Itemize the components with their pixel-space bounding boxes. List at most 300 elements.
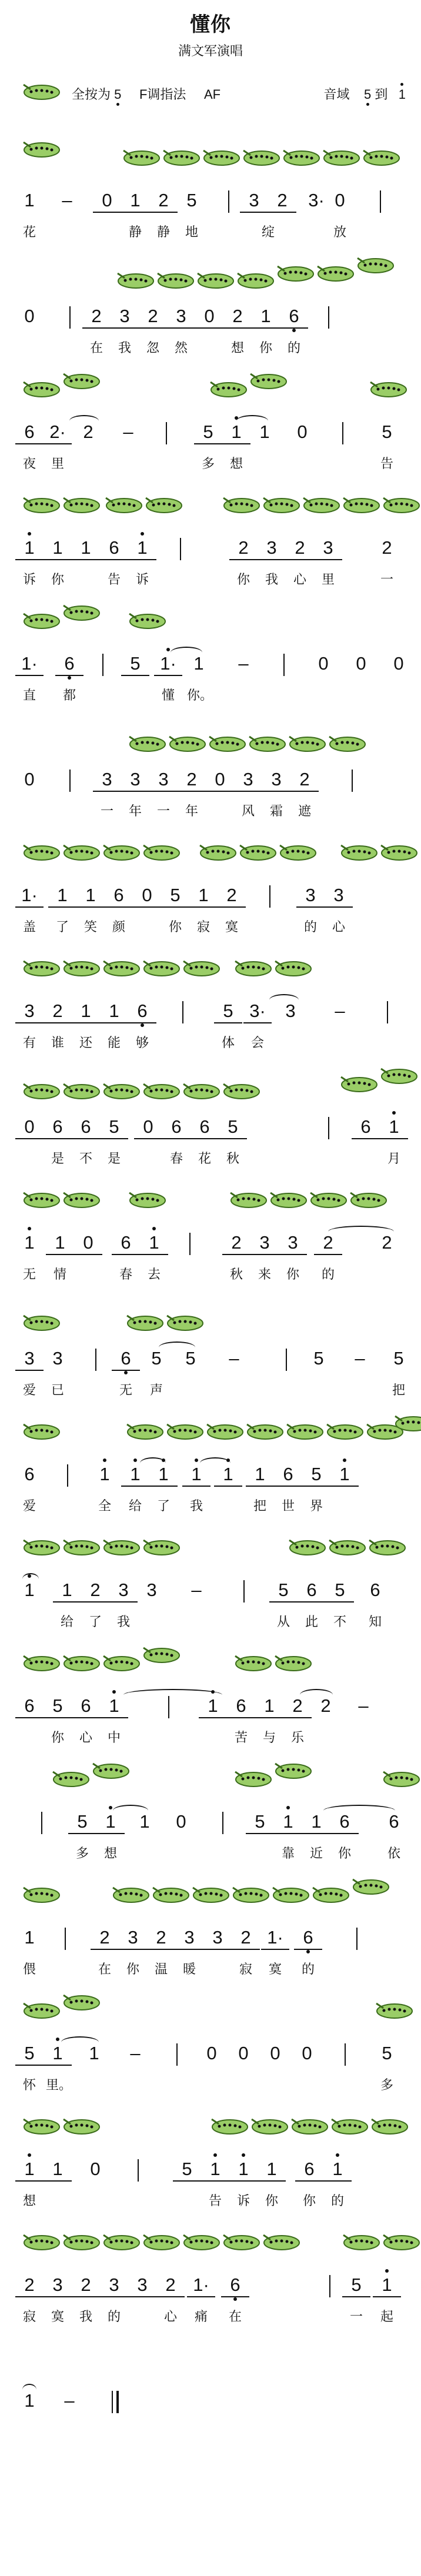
- note: 1: [100, 1695, 128, 1718]
- lyric: 不: [79, 1151, 92, 1166]
- note: 2: [81, 1579, 109, 1603]
- note: 1: [330, 1463, 359, 1487]
- note: 3: [325, 884, 353, 908]
- note: 5: [185, 1348, 196, 1369]
- score-system: [11, 251, 410, 367]
- note: –: [355, 1348, 365, 1369]
- tie-arc: [328, 1226, 394, 1237]
- note: 6: [298, 1579, 326, 1603]
- note: 2: [218, 884, 246, 908]
- ocarina-icon: [126, 1420, 165, 1443]
- note: 6: [221, 2274, 249, 2297]
- tie-arc: [300, 1689, 333, 1701]
- notation-row: [11, 1347, 410, 1377]
- ocarina-icon: [234, 1651, 273, 1675]
- lyric: 寞: [51, 2309, 64, 2324]
- ocarina-icon: [22, 2115, 61, 2138]
- note: –: [191, 1580, 202, 1600]
- note: 1: [140, 1232, 168, 1255]
- lyric: 我: [79, 2309, 92, 2324]
- note: 6: [15, 1695, 44, 1718]
- note: 5: [313, 1348, 324, 1369]
- lyric: 春: [169, 1151, 183, 1166]
- note: 5: [393, 1348, 404, 1369]
- ocarina-icon: [330, 2115, 369, 2138]
- ocarina-icon: [250, 2115, 289, 2138]
- ocarina-icon: [328, 732, 367, 755]
- ocarina-icon: [328, 1535, 367, 1559]
- note: 6: [112, 1232, 140, 1255]
- note: 3: [149, 768, 178, 792]
- note: 0: [133, 884, 161, 908]
- lyrics-row: [11, 1961, 410, 1978]
- notation-row: [11, 768, 410, 798]
- range-high: 1: [398, 87, 406, 102]
- lyric: 情: [53, 1267, 66, 1282]
- bar-line: [286, 1349, 287, 1371]
- score-system: [11, 2104, 410, 2220]
- ocarina-icon: [142, 2230, 181, 2254]
- score-system: [11, 1177, 410, 1293]
- note: 0: [335, 190, 345, 210]
- notation-row: [11, 2158, 410, 2187]
- fingering-chart-row: [11, 946, 410, 996]
- ocarina-icon: [340, 1072, 379, 1096]
- note: 5: [68, 1811, 96, 1834]
- note: 0: [24, 306, 35, 326]
- ocarina-icon: [234, 956, 273, 980]
- lyric: 告: [380, 456, 393, 471]
- ocarina-icon: [369, 377, 408, 401]
- lyric: 够: [135, 1035, 149, 1050]
- note: –: [335, 1001, 345, 1021]
- bar-line: [328, 306, 329, 329]
- ocarina-icon: [202, 146, 241, 169]
- note: 3: [111, 305, 139, 329]
- lyric: 会: [250, 1035, 264, 1050]
- lyric: 告: [208, 2193, 222, 2208]
- ocarina-icon: [274, 1651, 313, 1675]
- score-system: [11, 2220, 410, 2336]
- ocarina-icon: [152, 1883, 191, 1906]
- score-system: [11, 135, 410, 251]
- note: 3: [285, 1001, 296, 1021]
- notation-row: [11, 1116, 410, 1145]
- ocarina-icon: [382, 1767, 421, 1791]
- ocarina-icon: [62, 601, 101, 624]
- lyric: 都: [62, 688, 76, 702]
- note: 1: [96, 1811, 125, 1834]
- lyric: 中: [107, 1730, 121, 1745]
- lyric: 是: [107, 1151, 121, 1166]
- lyrics-row: [11, 2076, 410, 2094]
- ocarina-icon: [62, 956, 101, 980]
- lyric: 体: [221, 1035, 235, 1050]
- score-system: [11, 714, 410, 830]
- tie-arc: [22, 2384, 36, 2396]
- tie-arc: [61, 2036, 99, 2048]
- note: 1: [302, 1811, 330, 1834]
- lyric: 里。: [46, 2077, 72, 2092]
- fingering-chart-row: [11, 1177, 410, 1227]
- note: 1: [121, 1463, 149, 1487]
- note: 1: [72, 1000, 100, 1023]
- note: 3: [314, 537, 342, 560]
- ocarina-icon: [62, 2230, 101, 2254]
- note: 2: [72, 2274, 100, 2297]
- bar-line: [243, 1580, 245, 1603]
- lyric: 花: [22, 225, 36, 239]
- ocarina-icon: [222, 2230, 261, 2254]
- lyric: 忽: [146, 340, 159, 355]
- fingering-chart-row: [11, 1293, 410, 1343]
- ocarina-icon: [349, 1188, 388, 1212]
- ocarina-icon: [222, 1079, 261, 1103]
- ocarina-icon: [22, 377, 61, 401]
- lyric: 你。: [187, 688, 213, 702]
- lyric: 不: [333, 1614, 346, 1629]
- lyric: 你: [236, 572, 250, 587]
- lyric: 你: [168, 919, 182, 934]
- notation-row: [11, 537, 410, 566]
- note: 1: [259, 421, 270, 442]
- fingering-chart-row: [11, 1641, 410, 1691]
- lyric: 一: [349, 2309, 363, 2324]
- lyrics-row: [11, 1845, 410, 1862]
- lyric: 风: [241, 804, 255, 818]
- ocarina-icon: [52, 1767, 91, 1791]
- lyrics-row: [11, 455, 410, 473]
- lyric: 已: [51, 1383, 64, 1397]
- lyric: 告: [107, 572, 121, 587]
- note: 2: [229, 537, 258, 560]
- notation-row: [11, 653, 410, 682]
- ocarina-icon: [352, 1875, 390, 1898]
- lyric: 此: [305, 1614, 318, 1629]
- ocarina-icon: [102, 2230, 141, 2254]
- note: 5: [302, 1463, 330, 1487]
- lyric: 想: [229, 456, 243, 471]
- ocarina-icon: [206, 1420, 245, 1443]
- bar-line: [228, 190, 229, 213]
- lyric: 在: [98, 1962, 111, 1976]
- ocarina-icon: [122, 146, 161, 169]
- lyric: 想: [22, 2193, 36, 2208]
- note: 6: [128, 1000, 156, 1023]
- score-system: [11, 1409, 410, 1525]
- note: 2: [290, 768, 319, 792]
- lyric: 能: [107, 1035, 121, 1050]
- note: 3: [146, 1580, 157, 1600]
- notation-row: [11, 2274, 410, 2303]
- note: 3: [279, 1232, 307, 1255]
- tie-arc: [236, 415, 268, 427]
- ocarina-icon: [182, 1079, 221, 1103]
- bar-line: [102, 654, 103, 676]
- lyric: 花: [198, 1151, 211, 1166]
- ocarina-icon: [282, 146, 321, 169]
- note: 3: [52, 1348, 63, 1369]
- lyric: 了: [55, 919, 69, 934]
- ocarina-icon: [342, 2230, 381, 2254]
- ocarina-icon: [102, 1535, 141, 1559]
- lyric: 寂: [239, 1962, 252, 1976]
- fingering-chart-row: [11, 367, 410, 417]
- note: 1: [128, 537, 156, 560]
- note: 1: [255, 1695, 283, 1718]
- note: 6: [191, 1116, 219, 1139]
- note: 0: [24, 769, 35, 789]
- ocarina-icon: [246, 1420, 285, 1443]
- note: 3: [128, 2274, 156, 2297]
- range-low: 5: [364, 87, 372, 102]
- ocarina-icon: [356, 253, 395, 277]
- lyrics-row: [11, 2192, 410, 2210]
- score-system: [11, 1062, 410, 1177]
- note: 6: [352, 1116, 380, 1139]
- lyric: 温: [154, 1962, 168, 1976]
- fingering-chart-row: [11, 251, 410, 301]
- bar-line: [380, 190, 381, 213]
- note: 2·: [44, 421, 72, 444]
- notation-row: [11, 1579, 410, 1608]
- fingering-chart-row: [11, 2220, 410, 2270]
- lyric: 偎: [22, 1962, 36, 1976]
- note: 0: [206, 2043, 217, 2063]
- bar-line: [283, 654, 285, 676]
- note: 1: [182, 1463, 210, 1487]
- lyric: 诉: [135, 572, 149, 587]
- note: 1: [214, 1463, 242, 1487]
- note: 3: [240, 189, 268, 213]
- fingering-chart-row: [11, 714, 410, 764]
- lyric: 多: [201, 456, 215, 471]
- ocarina-icon: [102, 1651, 141, 1675]
- fingering-chart-row: [11, 2336, 410, 2386]
- lyric: 声: [149, 1383, 163, 1397]
- note: 1: [252, 305, 280, 329]
- note: 0: [15, 1116, 44, 1139]
- note: 0: [297, 421, 308, 442]
- note: 2: [147, 1926, 175, 1950]
- note: 5: [173, 2158, 201, 2182]
- score-system: [11, 1872, 410, 1988]
- tie-arc: [123, 1689, 222, 1701]
- note: 3: [100, 2274, 128, 2297]
- note: 3·: [243, 1000, 272, 1023]
- ocarina-icon: [222, 493, 261, 517]
- lyric: 静: [128, 225, 142, 239]
- note: 0: [74, 1232, 102, 1255]
- note: 3: [15, 1347, 44, 1371]
- note: 3: [109, 1579, 138, 1603]
- note: 0: [356, 653, 366, 674]
- lyric: 你: [51, 572, 64, 587]
- note: 1: [380, 1116, 408, 1139]
- note: 0: [206, 768, 234, 792]
- lyric: 来: [258, 1267, 271, 1282]
- ocarina-icon: [322, 146, 361, 169]
- lyric: 直: [22, 688, 36, 702]
- ocarina-icon: [22, 1535, 61, 1559]
- ocarina-icon: [22, 80, 61, 103]
- note: 3: [44, 2274, 72, 2297]
- bar-line: [269, 885, 270, 908]
- lyric: 全: [98, 1498, 111, 1513]
- note: 1: [46, 1232, 74, 1255]
- lyric: 你: [286, 1267, 299, 1282]
- ocarina-icon: [382, 2230, 421, 2254]
- bar-line: [166, 422, 167, 444]
- lyrics-row: [11, 1613, 410, 1631]
- score-system: [11, 1988, 410, 2104]
- note: 5: [214, 1000, 242, 1023]
- note: –: [62, 190, 72, 210]
- note: 1: [323, 2158, 352, 2182]
- note: 6: [100, 537, 128, 560]
- bar-line: [180, 538, 181, 560]
- lyric: 心: [332, 919, 345, 934]
- note: 2: [91, 1926, 119, 1950]
- note: 6: [370, 1580, 380, 1600]
- lyric: 你: [126, 1962, 139, 1976]
- ocarina-icon: [210, 2115, 249, 2138]
- note: 0: [318, 653, 329, 674]
- lyrics-row: [11, 687, 410, 704]
- fingering-chart-row: [11, 135, 410, 185]
- lyric: 心: [163, 2309, 177, 2324]
- ocarina-icon: [209, 377, 248, 401]
- lyric: 给: [128, 1498, 142, 1513]
- note: 2: [314, 1232, 342, 1255]
- lyric: 苦: [234, 1730, 248, 1745]
- lyric: 无: [119, 1383, 132, 1397]
- score-system: [11, 598, 410, 714]
- note: 2: [223, 305, 252, 329]
- note: 1: [201, 2158, 229, 2182]
- note: 5: [269, 1579, 298, 1603]
- note: 5: [186, 190, 197, 210]
- ocarina-icon: [382, 493, 421, 517]
- note: –: [130, 2043, 141, 2063]
- ocarina-icon: [375, 1999, 414, 2022]
- ocarina-icon: [242, 146, 281, 169]
- ocarina-icon: [128, 609, 167, 633]
- lyric: 月: [387, 1151, 400, 1166]
- ocarina-icon: [276, 262, 315, 285]
- note: 1·: [15, 653, 44, 676]
- ocarina-icon: [368, 1535, 407, 1559]
- lyric: 懂: [161, 688, 175, 702]
- note: –: [238, 653, 249, 674]
- lyric: 多: [380, 2077, 393, 2092]
- note: 1·: [154, 653, 182, 676]
- fingering-chart-row: [11, 1409, 410, 1459]
- ocarina-icon: [102, 841, 141, 864]
- ocarina-icon: [168, 732, 207, 755]
- lyric: 把: [392, 1383, 405, 1397]
- notation-row: [11, 884, 410, 914]
- lyric: 爱: [22, 1383, 36, 1397]
- lyric: 夜: [22, 456, 36, 471]
- bar-line: [189, 1233, 191, 1255]
- lyric: 一: [380, 572, 393, 587]
- ocarina-icon: [62, 369, 101, 393]
- ocarina-icon: [22, 841, 61, 864]
- range-info: [324, 85, 406, 103]
- ocarina-icon: [262, 493, 301, 517]
- note: 1: [199, 1695, 227, 1718]
- note: 3: [262, 768, 290, 792]
- ocarina-icon: [232, 1883, 270, 1906]
- lyric: 霜: [269, 804, 283, 818]
- lyric: 我: [189, 1498, 203, 1513]
- fingering-chart-row: [11, 1525, 410, 1575]
- lyric: 还: [79, 1035, 92, 1050]
- lyric: 的: [330, 2193, 344, 2208]
- lyric: 你: [265, 2193, 278, 2208]
- ocarina-icon: [116, 269, 155, 292]
- note: –: [229, 1348, 239, 1369]
- fingering-prefix: 全按为: [72, 87, 111, 102]
- lyrics-row: [11, 1266, 410, 1283]
- note: 3: [234, 768, 262, 792]
- ocarina-icon: [142, 956, 181, 980]
- notation-row: [11, 1926, 410, 1956]
- bar-line: [222, 1812, 223, 1834]
- note: 5: [121, 653, 149, 676]
- note: 1: [89, 2043, 99, 2063]
- notation-row: [11, 1000, 410, 1029]
- lyric: 笑: [83, 919, 97, 934]
- lyrics-row: [11, 918, 410, 936]
- ocarina-icon: [62, 2115, 101, 2138]
- bar-line: [328, 1117, 329, 1139]
- note: 6: [280, 305, 308, 329]
- lyric: 起: [380, 2309, 393, 2324]
- bar-line: [138, 2159, 139, 2182]
- note: 0: [93, 189, 121, 213]
- lyric: 我: [118, 340, 131, 355]
- note: 3·: [308, 190, 325, 210]
- note: 3: [93, 768, 121, 792]
- lyrics-row: [11, 223, 410, 241]
- note: 1: [100, 1000, 128, 1023]
- bar-line: [387, 1001, 388, 1023]
- lyric: 心: [293, 572, 306, 587]
- lyric: 里: [321, 572, 335, 587]
- note: 1: [76, 884, 105, 908]
- range-label: 音域: [323, 87, 350, 102]
- lyric: 你: [259, 340, 272, 355]
- ocarina-icon: [128, 1188, 167, 1212]
- lyric: 诉: [236, 2193, 250, 2208]
- ocarina-icon: [394, 1411, 421, 1435]
- lyric: 你: [51, 1730, 64, 1745]
- ocarina-icon: [326, 1420, 365, 1443]
- note: 2: [382, 537, 392, 558]
- lyrics-row: [11, 802, 410, 820]
- note: 0: [134, 1116, 162, 1139]
- ocarina-icon: [62, 1188, 101, 1212]
- ocarina-icon: [22, 1651, 61, 1675]
- lyric: 的: [321, 1267, 335, 1282]
- bar-line: [69, 306, 71, 329]
- note: –: [358, 1695, 369, 1716]
- ocarina-icon: [156, 269, 195, 292]
- note: 1: [24, 1927, 35, 1948]
- note: –: [64, 2390, 75, 2411]
